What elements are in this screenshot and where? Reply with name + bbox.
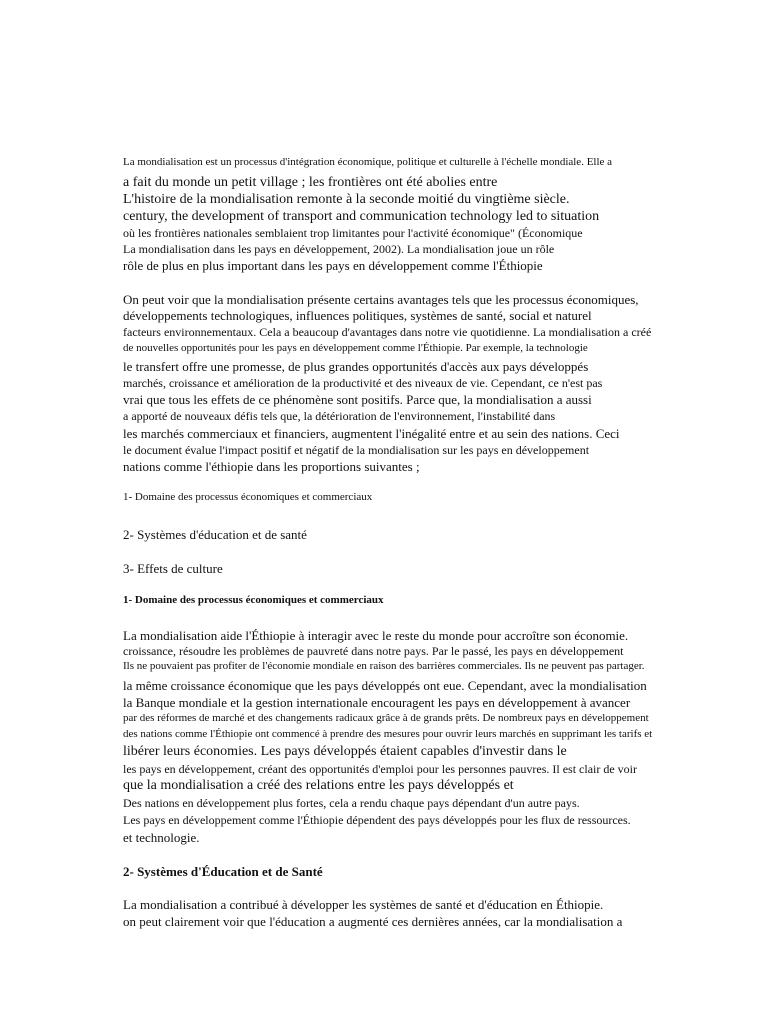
text-line: que la mondialisation a créé des relations entre les pays développés et	[123, 778, 514, 793]
text-line: La mondialisation aide l'Éthiopie à interagir avec le reste du monde pour accroître son économie.	[123, 628, 629, 643]
text-line: la même croissance économique que les pays développés ont eue. Cependant, avec la mondialisation	[123, 678, 647, 693]
text-line: Ils ne pouvaient pas profiter de l'économie mondiale en raison des barrières commerciales. Ils ne peuvent pas partager.	[123, 660, 645, 672]
text-line: le transfert offre une promesse, de plus grandes opportunités d'accès aux pays développés	[123, 359, 589, 374]
text-line: facteurs environnementaux. Cela a beaucoup d'avantages dans notre vie quotidienne. La mondialisation a créé	[123, 325, 652, 339]
text-line: century, the development of transport and communication technology led to situation	[123, 209, 600, 224]
text-line: La mondialisation est un processus d'intégration économique, politique et culturelle à l'échelle mondiale. Elle a	[123, 156, 613, 168]
text-line: a apporté de nouveaux défis tels que, la détérioration de l'environnement, l'instabilité dans	[123, 409, 556, 423]
section-heading: 2- Systèmes d'Éducation et de Santé	[123, 864, 323, 879]
text-line: des nations comme l'Éthiopie ont commencé à prendre des mesures pour ouvrir leurs marchés en supprimant les tarifs et	[123, 728, 653, 740]
section-heading: 1- Domaine des processus économiques et commerciaux	[123, 594, 384, 606]
text-line: on peut clairement voir que l'éducation a augmenté ces dernières années, car la mondialisation a	[123, 914, 623, 929]
text-line: nations comme l'éthiopie dans les proportions suivantes ;	[123, 459, 420, 474]
text-line: La mondialisation dans les pays en développement, 2002). La mondialisation joue un rôle	[123, 242, 555, 256]
list-item: 1- Domaine des processus économiques et commerciaux	[123, 491, 373, 503]
text-line: la Banque mondiale et la gestion internationale encouragent les pays en développement à avancer	[123, 695, 631, 710]
list-item: 2- Systèmes d'éducation et de santé	[123, 527, 307, 542]
text-line: L'histoire de la mondialisation remonte à la seconde moitié du vingtième siècle.	[123, 192, 570, 207]
text-line: libérer leurs économies. Les pays développés étaient capables d'investir dans le	[123, 744, 567, 759]
text-line: On peut voir que la mondialisation présente certains avantages tels que les processus économiques,	[123, 292, 639, 307]
text-line: Des nations en développement plus fortes, cela a rendu chaque pays dépendant d'un autre pays.	[123, 796, 580, 810]
text-line: les pays en développement, créant des opportunités d'emploi pour les personnes pauvres. Il est clair de voir	[123, 762, 638, 776]
text-line: où les frontières nationales semblaient trop limitantes pour l'activité économique" (Économique	[123, 226, 583, 240]
text-line: et technologie.	[123, 830, 200, 845]
text-line: le document évalue l'impact positif et négatif de la mondialisation sur les pays en développement	[123, 443, 590, 457]
text-line: rôle de plus en plus important dans les pays en développement comme l'Éthiopie	[123, 258, 543, 273]
text-line: a fait du monde un petit village ; les frontières ont été abolies entre	[123, 175, 498, 190]
text-line: de nouvelles opportunités pour les pays en développement comme l'Éthiopie. Par exemple, la technologie	[123, 342, 588, 354]
text-line: développements technologiques, influences politiques, systèmes de santé, social et naturel	[123, 308, 592, 323]
list-item: 3- Effets de culture	[123, 561, 223, 576]
text-line: par des réformes de marché et des changements radicaux grâce à de grands prêts. De nombreux pays en développement	[123, 712, 649, 724]
text-line: croissance, résoudre les problèmes de pauvreté dans notre pays. Par le passé, les pays en développement	[123, 644, 624, 658]
text-line: La mondialisation a contribué à développer les systèmes de santé et d'éducation en Éthiopie.	[123, 897, 604, 912]
text-line: marchés, croissance et amélioration de la productivité et des niveaux de vie. Cependant, ce n'est pas	[123, 376, 603, 390]
text-line: Les pays en développement comme l'Éthiopie dépendent des pays développés pour les flux de ressources.	[123, 813, 631, 827]
text-line: vrai que tous les effets de ce phénomène sont positifs. Parce que, la mondialisation a aussi	[123, 392, 592, 407]
text-line: les marchés commerciaux et financiers, augmentent l'inégalité entre et au sein des nations. Ceci	[123, 426, 620, 441]
